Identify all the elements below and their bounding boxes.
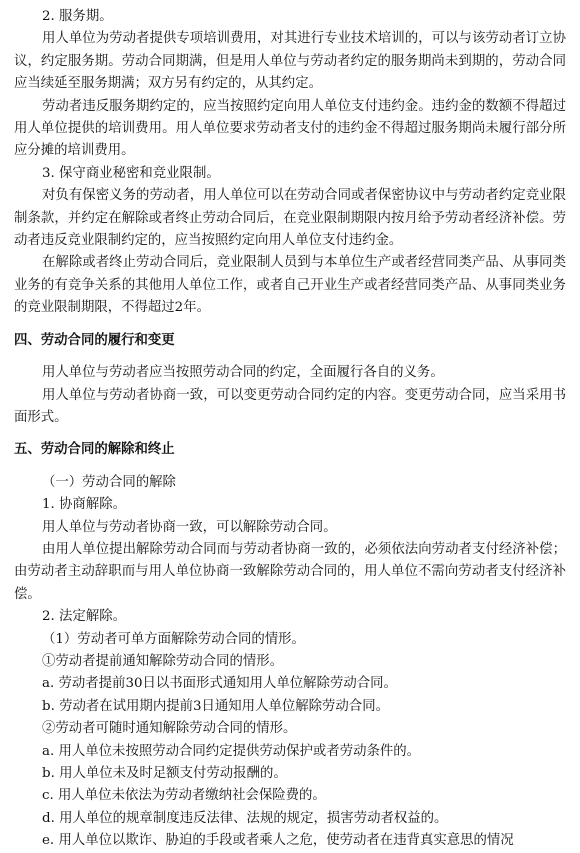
statutory-subitem: （1）劳动者可单方面解除劳动合同的情形。 bbox=[42, 631, 305, 647]
paragraph: 用人单位与劳动者协商一致，可以变更劳动合同约定的内容。变更劳动合同，应当采用书面形式。 bbox=[14, 387, 566, 425]
item-title-negotiated: 1. 协商解除。 bbox=[42, 497, 126, 513]
paragraph: 由用人单位提出解除劳动合同而与劳动者协商一致的，必须依法向劳动者支付经济补偿；由劳动者主动辞职而与用人单位协商一致解除劳动合同的，用人单位不需向劳动者支付经济补偿。 bbox=[14, 541, 566, 602]
paragraph: 用人单位与劳动者应当按照劳动合同的约定，全面履行各自的义务。 bbox=[42, 365, 444, 381]
item-title-statutory: 2. 法定解除。 bbox=[42, 609, 126, 625]
paragraph: 在解除或者终止劳动合同后，竞业限制人员到与本单位生产或者经营同类产品、从事同类业务的有竞争关系的其他用人单位工作，或者自己开业生产或者经营同类产品、从事同类业务的竞业限制期限，不得超过2年。 bbox=[14, 255, 566, 316]
list-item: a. 用人单位未按照劳动合同约定提供劳动保护或者劳动条件的。 bbox=[42, 743, 421, 759]
item-title-service-period: 2. 服务期。 bbox=[42, 9, 113, 24]
notice-title: ①劳动者提前通知解除劳动合同的情形。 bbox=[42, 653, 284, 669]
paragraph: 用人单位为劳动者提供专项培训费用，对其进行专业技术培训的，可以与该劳动者订立协议，约定服务期。劳动合同期满，但是用人单位与劳动者约定的服务期尚未到期的，劳动合同应当续延至服务期满；双方另有约定的，从其约定。 bbox=[14, 31, 566, 92]
immediate-title: ②劳动者可随时通知解除劳动合同的情形。 bbox=[42, 721, 297, 737]
paragraph: 用人单位与劳动者协商一致，可以解除劳动合同。 bbox=[42, 519, 337, 535]
paragraph: 劳动者违反服务期约定的，应当按照约定向用人单位支付违约金。违约金的数额不得超过用人单位提供的培训费用。用人单位要求劳动者支付的违约金不得超过服务期尚未履行部分所应分摊的培训费用。 bbox=[14, 98, 566, 159]
paragraph: 对负有保密义务的劳动者，用人单位可以在劳动合同或者保密协议中与劳动者约定竞业限制条款，并约定在解除或者终止劳动合同后，在竞业限制期限内按月给予劳动者经济补偿。劳动者违反竞业限制约定的，应当按照约定向用人单位支付违约金。 bbox=[14, 188, 566, 249]
list-item: b. 劳动者在试用期内提前3日通知用人单位解除劳动合同。 bbox=[42, 698, 389, 714]
section-heading-five: 五、劳动合同的解除和终止 bbox=[14, 442, 175, 458]
list-item: d. 用人单位的规章制度违反法律、法规的规定，损害劳动者权益的。 bbox=[42, 810, 448, 826]
section-heading-four: 四、劳动合同的履行和变更 bbox=[14, 332, 175, 348]
list-item: b. 用人单位未及时足额支付劳动报酬的。 bbox=[42, 766, 287, 781]
subheading: （一）劳动合同的解除 bbox=[42, 474, 176, 490]
item-title-confidentiality: 3. 保守商业秘密和竞业限制。 bbox=[42, 165, 220, 181]
list-item: e. 用人单位以欺诈、胁迫的手段或者乘人之危，使劳动者在违背真实意思的情况 bbox=[42, 833, 514, 849]
list-item: a. 劳动者提前30日以书面形式通知用人单位解除劳动合同。 bbox=[42, 676, 397, 692]
list-item: c. 用人单位未依法为劳动者缴纳社会保险费的。 bbox=[42, 788, 326, 804]
